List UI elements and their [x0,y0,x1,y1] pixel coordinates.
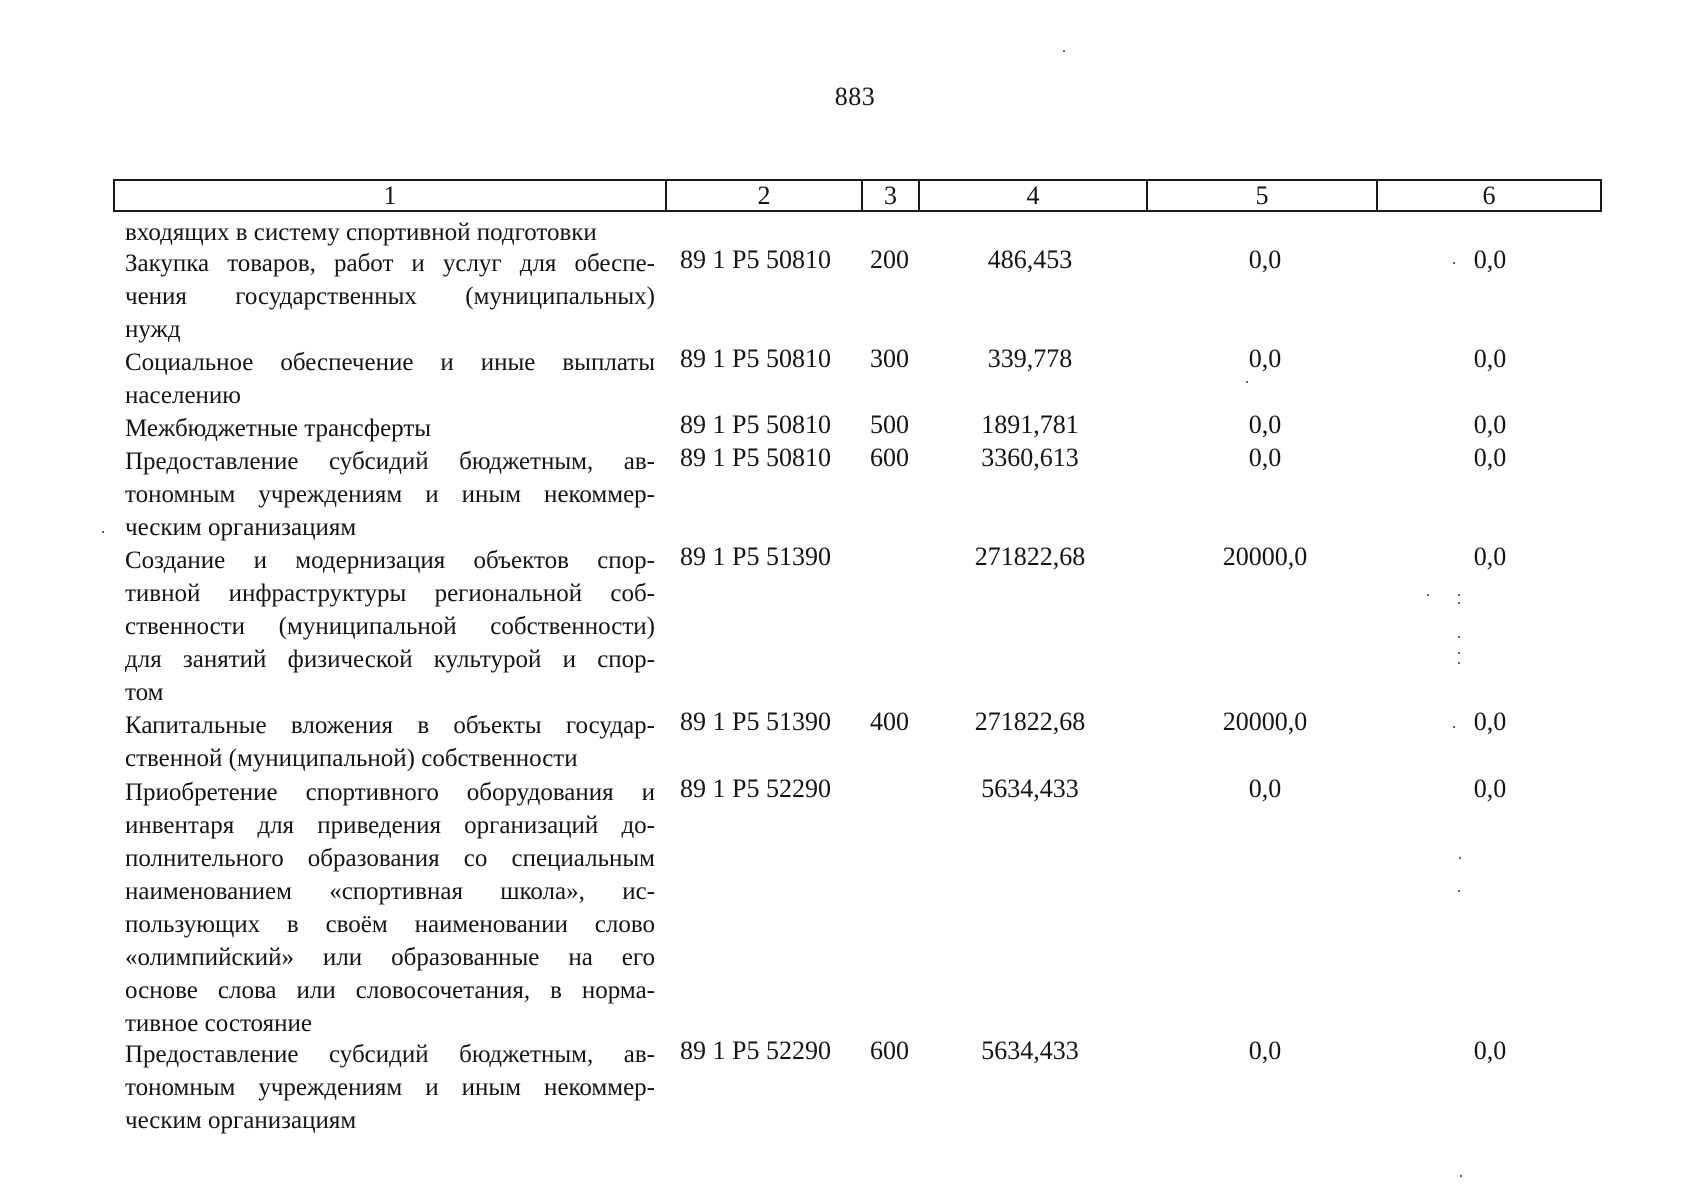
description-line: Закупка товаров, работ и услуг для обеспе- [125,250,655,277]
description-line: основе слова или словосочетания, в норма- [125,977,655,1004]
description-line: Межбюджетные трансферты [125,415,432,442]
description-line: Социальное обеспечение и иные выплаты [125,349,655,376]
budget-code-cell: 89 1 Р5 50810 [680,344,831,373]
description-line: ственности (муниципальной собственности) [125,613,655,640]
scan-speck [1460,1175,1462,1177]
amount-col5-cell: 0,0 [1248,344,1282,373]
budget-code-cell: 89 1 Р5 50810 [680,245,831,274]
column-header-2: 2 [667,181,863,210]
expense-type-cell: 400 [870,707,909,736]
description-line: пользующих в своём наименовании слово [125,911,655,938]
description-line: тивное состояние [125,1010,312,1037]
row-description [125,544,655,709]
description-line: инвентаря для приведения организаций до- [125,812,655,839]
amount-col4-cell: 3360,613 [981,443,1079,472]
scan-speck [1453,262,1455,264]
scan-speck [1453,726,1455,728]
scan-speck [1458,602,1460,604]
description-line: населению [125,382,241,409]
amount-col4-cell: 339,778 [987,344,1073,373]
description-line: «олимпийский» или образованные на его [125,944,655,971]
expense-type-cell: 300 [870,344,909,373]
description-line: входящих в систему спортивной подготовки [125,219,597,246]
row-description [125,1038,655,1137]
row-description [125,346,655,412]
scan-speck [102,531,104,533]
amount-col4-cell: 1891,781 [981,410,1079,439]
amount-col4-cell: 271822,68 [974,707,1086,736]
description-line: полнительного образования со специальным [125,845,655,872]
expense-type-cell: 600 [870,443,909,472]
scan-speck [1459,857,1461,859]
amount-col6-cell: 0,0 [1473,443,1507,472]
column-header-6: 6 [1482,181,1496,210]
amount-col5-cell: 0,0 [1248,410,1282,439]
description-line: ческим организациям [125,1107,357,1134]
amount-col6-cell: 0,0 [1473,1036,1507,1065]
scan-speck [1063,50,1065,52]
budget-code-cell: 89 1 Р5 50810 [680,443,831,472]
amount-col4-cell: 5634,433 [981,1036,1079,1065]
scan-speck [1458,652,1460,654]
row-description [125,776,655,1040]
amount-col6-cell: 0,0 [1473,542,1507,571]
description-line: чения государственных (муниципальных) [125,283,655,310]
amount-col5-cell: 0,0 [1248,774,1282,803]
row-description [125,445,655,544]
amount-col4-cell: 5634,433 [981,774,1079,803]
description-line: ственной (муниципальной) собственности [125,745,578,772]
expense-type-cell: 600 [870,1036,909,1065]
description-line: том [125,679,164,706]
row-description [125,216,655,249]
description-line: ческим организациям [125,514,357,541]
description-line: Создание и модернизация объектов спор- [125,547,655,574]
description-line: Предоставление субсидий бюджетным, ав- [125,1041,655,1068]
column-header-5: 5 [1148,181,1378,210]
column-header-1: 1 [115,181,667,210]
amount-col6-cell: 0,0 [1473,707,1507,736]
expense-type-cell: 200 [870,245,909,274]
scan-speck [1458,890,1460,892]
amount-col5-cell: 20000,0 [1222,707,1308,736]
description-line: Предоставление субсидий бюджетным, ав- [125,448,655,475]
amount-col6-cell: 0,0 [1473,410,1507,439]
column-header-3: 3 [863,181,920,210]
description-line: наименованием «спортивная школа», ис- [125,878,655,905]
description-line: Приобретение спортивного оборудования и [125,779,655,806]
scan-speck [1458,594,1460,596]
amount-col5-cell: 20000,0 [1222,542,1308,571]
amount-col5-cell: 0,0 [1248,443,1282,472]
budget-code-cell: 89 1 Р5 52290 [680,1036,831,1065]
budget-code-cell: 89 1 Р5 51390 [680,707,831,736]
expense-type-cell: 500 [870,410,909,439]
row-description [125,247,655,346]
row-description [125,709,655,775]
budget-code-cell: 89 1 Р5 50810 [680,410,831,439]
description-line: тономным учреждениям и иным некоммер- [125,481,655,508]
page-number: 883 [834,82,876,111]
column-header-4: 4 [920,181,1148,210]
row-description [125,412,655,445]
amount-col5-cell: 0,0 [1248,245,1282,274]
amount-col4-cell: 271822,68 [974,542,1086,571]
amount-col6-cell: 0,0 [1473,344,1507,373]
description-line: тивной инфраструктуры региональной соб- [125,580,655,607]
budget-code-cell: 89 1 Р5 52290 [680,774,831,803]
scan-speck [1458,662,1460,664]
description-line: нужд [125,316,181,343]
amount-col5-cell: 0,0 [1248,1036,1282,1065]
amount-col6-cell: 0,0 [1473,245,1507,274]
scan-speck [1246,381,1248,383]
amount-col6-cell: 0,0 [1473,774,1507,803]
budget-code-cell: 89 1 Р5 51390 [680,542,831,571]
scan-speck [1427,594,1429,596]
description-line: для занятий физической культурой и спор- [125,646,655,673]
description-line: тономным учреждениям и иным некоммер- [125,1074,655,1101]
description-line: Капитальные вложения в объекты государ- [125,712,655,739]
scan-speck [1458,636,1460,638]
amount-col4-cell: 486,453 [987,245,1073,274]
